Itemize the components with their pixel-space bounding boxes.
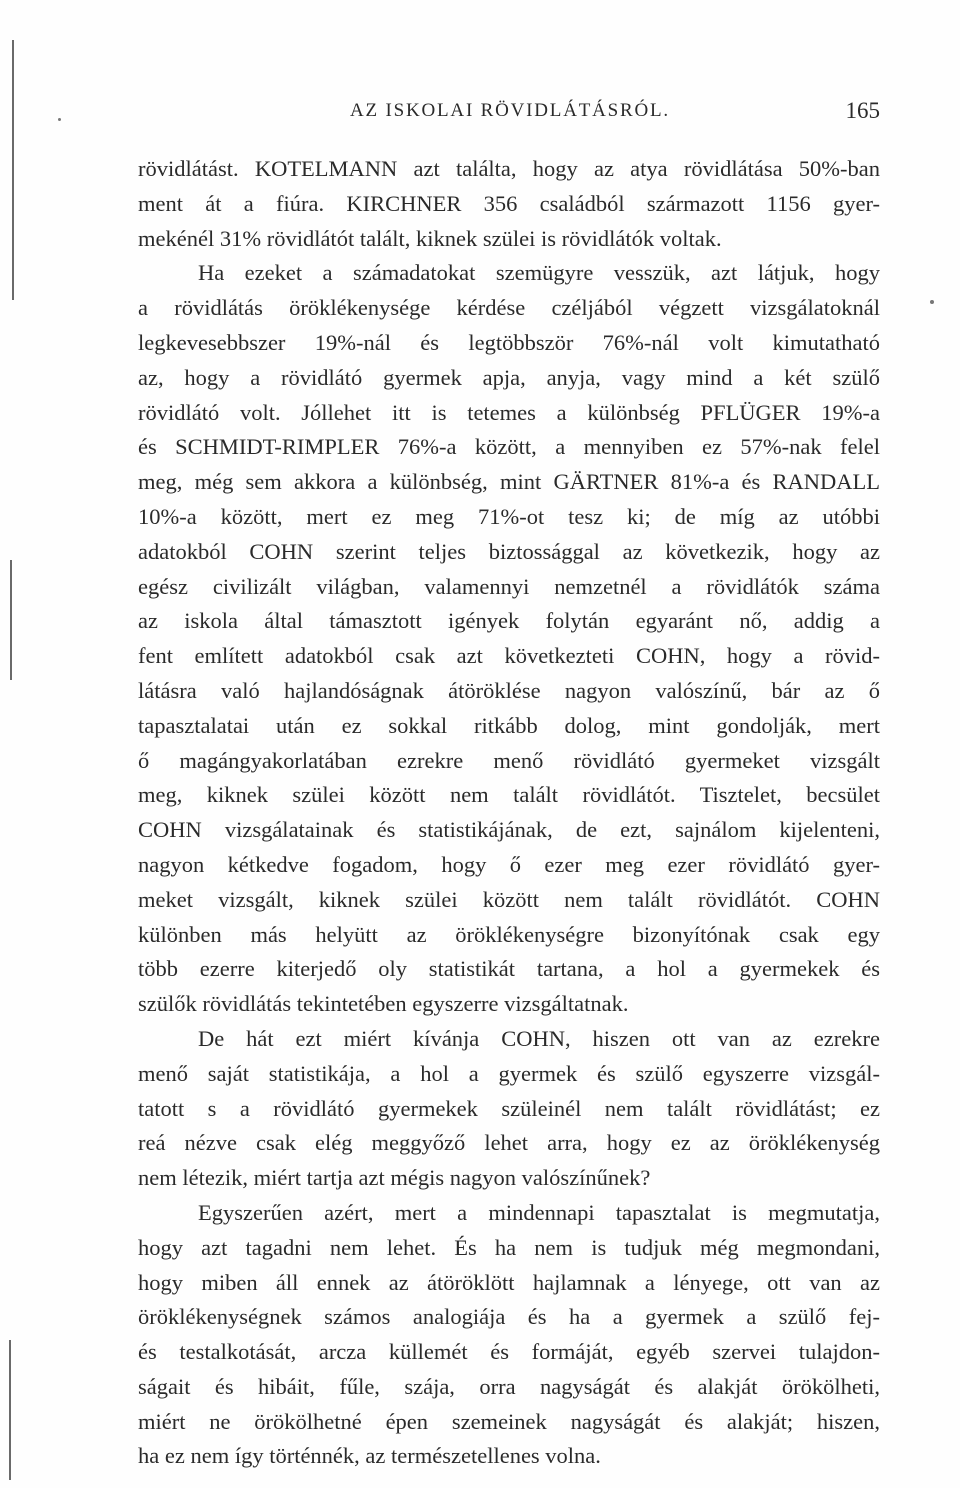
text-line: ment át a fiúra. KIRCHNER 356 családból származott 1156 gyer- (138, 190, 880, 216)
text-line: De hát ezt miért kívánja COHN, hiszen ott van az ezrekre (198, 1025, 880, 1051)
text-line: menő saját statistikája, a hol a gyermek és szülő egyszerre vizsgál- (138, 1060, 880, 1086)
text-line: adatokból COHN szerint teljes biztossággal az következik, hogy az (138, 538, 880, 564)
text-line: rövidlátó volt. Jóllehet itt is tetemes a különbség PFLÜGER 19%-a (138, 399, 880, 425)
text-line: legkevesebbszer 19%-nál és legtöbbször 76%-nál volt kimutatható (138, 329, 880, 355)
text-line: egész civilizált világban, valamennyi nemzetnél a rövidlátók száma (138, 573, 880, 599)
text-line: több ezerre kiterjedő oly statistikát tartana, a hol a gyermekek és (138, 956, 880, 982)
scan-speck (58, 118, 61, 121)
text-line: miért ne örökölhetné épen szemeinek nagyságát és alakját; hiszen, (138, 1408, 880, 1434)
body-text (138, 152, 880, 1474)
text-line: Egyszerűen azért, mert a mindennapi tapasztalat is megmutatja, (198, 1199, 880, 1225)
left-margin-scan-line-bottom (9, 1340, 11, 1480)
text-line: ő magángyakorlatában ezrekre menő rövidlátó gyermeket vizsgált (138, 747, 880, 773)
scan-speck (930, 300, 934, 304)
left-margin-scan-line-lower (10, 560, 12, 680)
text-line: 10%-a között, mert ez meg 71%-ot tesz ki; de míg az utóbbi (138, 503, 880, 529)
text-line: látásra való hajlandóságnak átöröklése nagyon valószínű, bár az ő (138, 677, 880, 703)
text-line: Ha ezeket a számadatokat szemügyre vesszük, azt látjuk, hogy (198, 260, 880, 286)
text-line: rövidlátást. KOTELMANN azt találta, hogy az atya rövidlátása 50%-ban (138, 156, 880, 181)
text-line: meket vizsgált, kiknek szülei között nem talált rövidlátót. COHN (138, 886, 880, 912)
text-line: nagyon kétkedve fogadom, hogy ő ezer meg ezer rövidlátó gyer- (138, 851, 880, 877)
text-line: hogy azt tagadni nem lehet. És ha nem is tudjuk még megmondani, (138, 1234, 880, 1260)
text-line: reá nézve csak elég meggyőző lehet arra, hogy ez az öröklékenység (138, 1130, 880, 1156)
text-line: az, hogy a rövidlátó gyermek apja, anyja, vagy mind a két szülő (138, 364, 880, 390)
text-line: hogy miben áll ennek az átöröklött hajlamnak a lényege, ott van az (138, 1269, 880, 1295)
text-line: szülők rövidlátás tekintetében egyszerre vizsgáltatnak. (138, 991, 629, 1017)
text-line: és testalkotását, arcza küllemét és formáját, egyéb szervei tulajdon- (138, 1339, 880, 1365)
left-margin-scan-line (12, 40, 14, 300)
page-number: 165 (845, 98, 880, 123)
text-line: nem létezik, miért tartja azt mégis nagyon valószínűnek? (138, 1165, 651, 1191)
text-line: a rövidlátás öröklékenysége kérdése czéljából végzett vizsgálatoknál (138, 295, 880, 321)
text-line: tapasztalatai után ez sokkal ritkább dolog, mint gondolják, mert (138, 712, 880, 738)
running-title: AZ ISKOLAI RÖVIDLÁTÁSRÓL. (350, 100, 670, 121)
text-line: ságait és hibáit, fűle, szája, orra nagyságát és alakját örökölheti, (138, 1373, 880, 1399)
text-line: különben más helyütt az öröklékenységre bizonyítónak csak egy (138, 921, 880, 947)
text-line: COHN vizsgálatainak és statistikájának, de ezt, sajnálom kijelenteni, (138, 817, 880, 843)
text-line: az iskola által támasztott igények folytán egyaránt nő, addig a (138, 608, 880, 634)
text-line: meg, kiknek szülei között nem talált rövidlátót. Tisztelet, becsület (138, 782, 880, 808)
text-line: öröklékenységnek számos analogiája és ha a gyermek a szülő fej- (138, 1304, 880, 1330)
text-line: mekénél 31% rövidlátót talált, kiknek szülei is rövidlátók voltak. (138, 225, 722, 251)
text-line: és SCHMIDT-RIMPLER 76%-a között, a mennyiben ez 57%-nak felel (138, 434, 880, 460)
text-line: meg, még sem akkora a különbség, mint GÄRTNER 81%-a és RANDALL (138, 469, 880, 495)
text-line: ha ez nem így történnék, az természetellenes volna. (138, 1443, 601, 1469)
text-line: tatott s a rövidlátó gyermekek szüleinél nem talált rövidlátást; ez (138, 1095, 880, 1121)
running-header (140, 96, 880, 126)
text-line: fent említett adatokból csak azt következteti COHN, hogy a rövid- (138, 643, 880, 669)
